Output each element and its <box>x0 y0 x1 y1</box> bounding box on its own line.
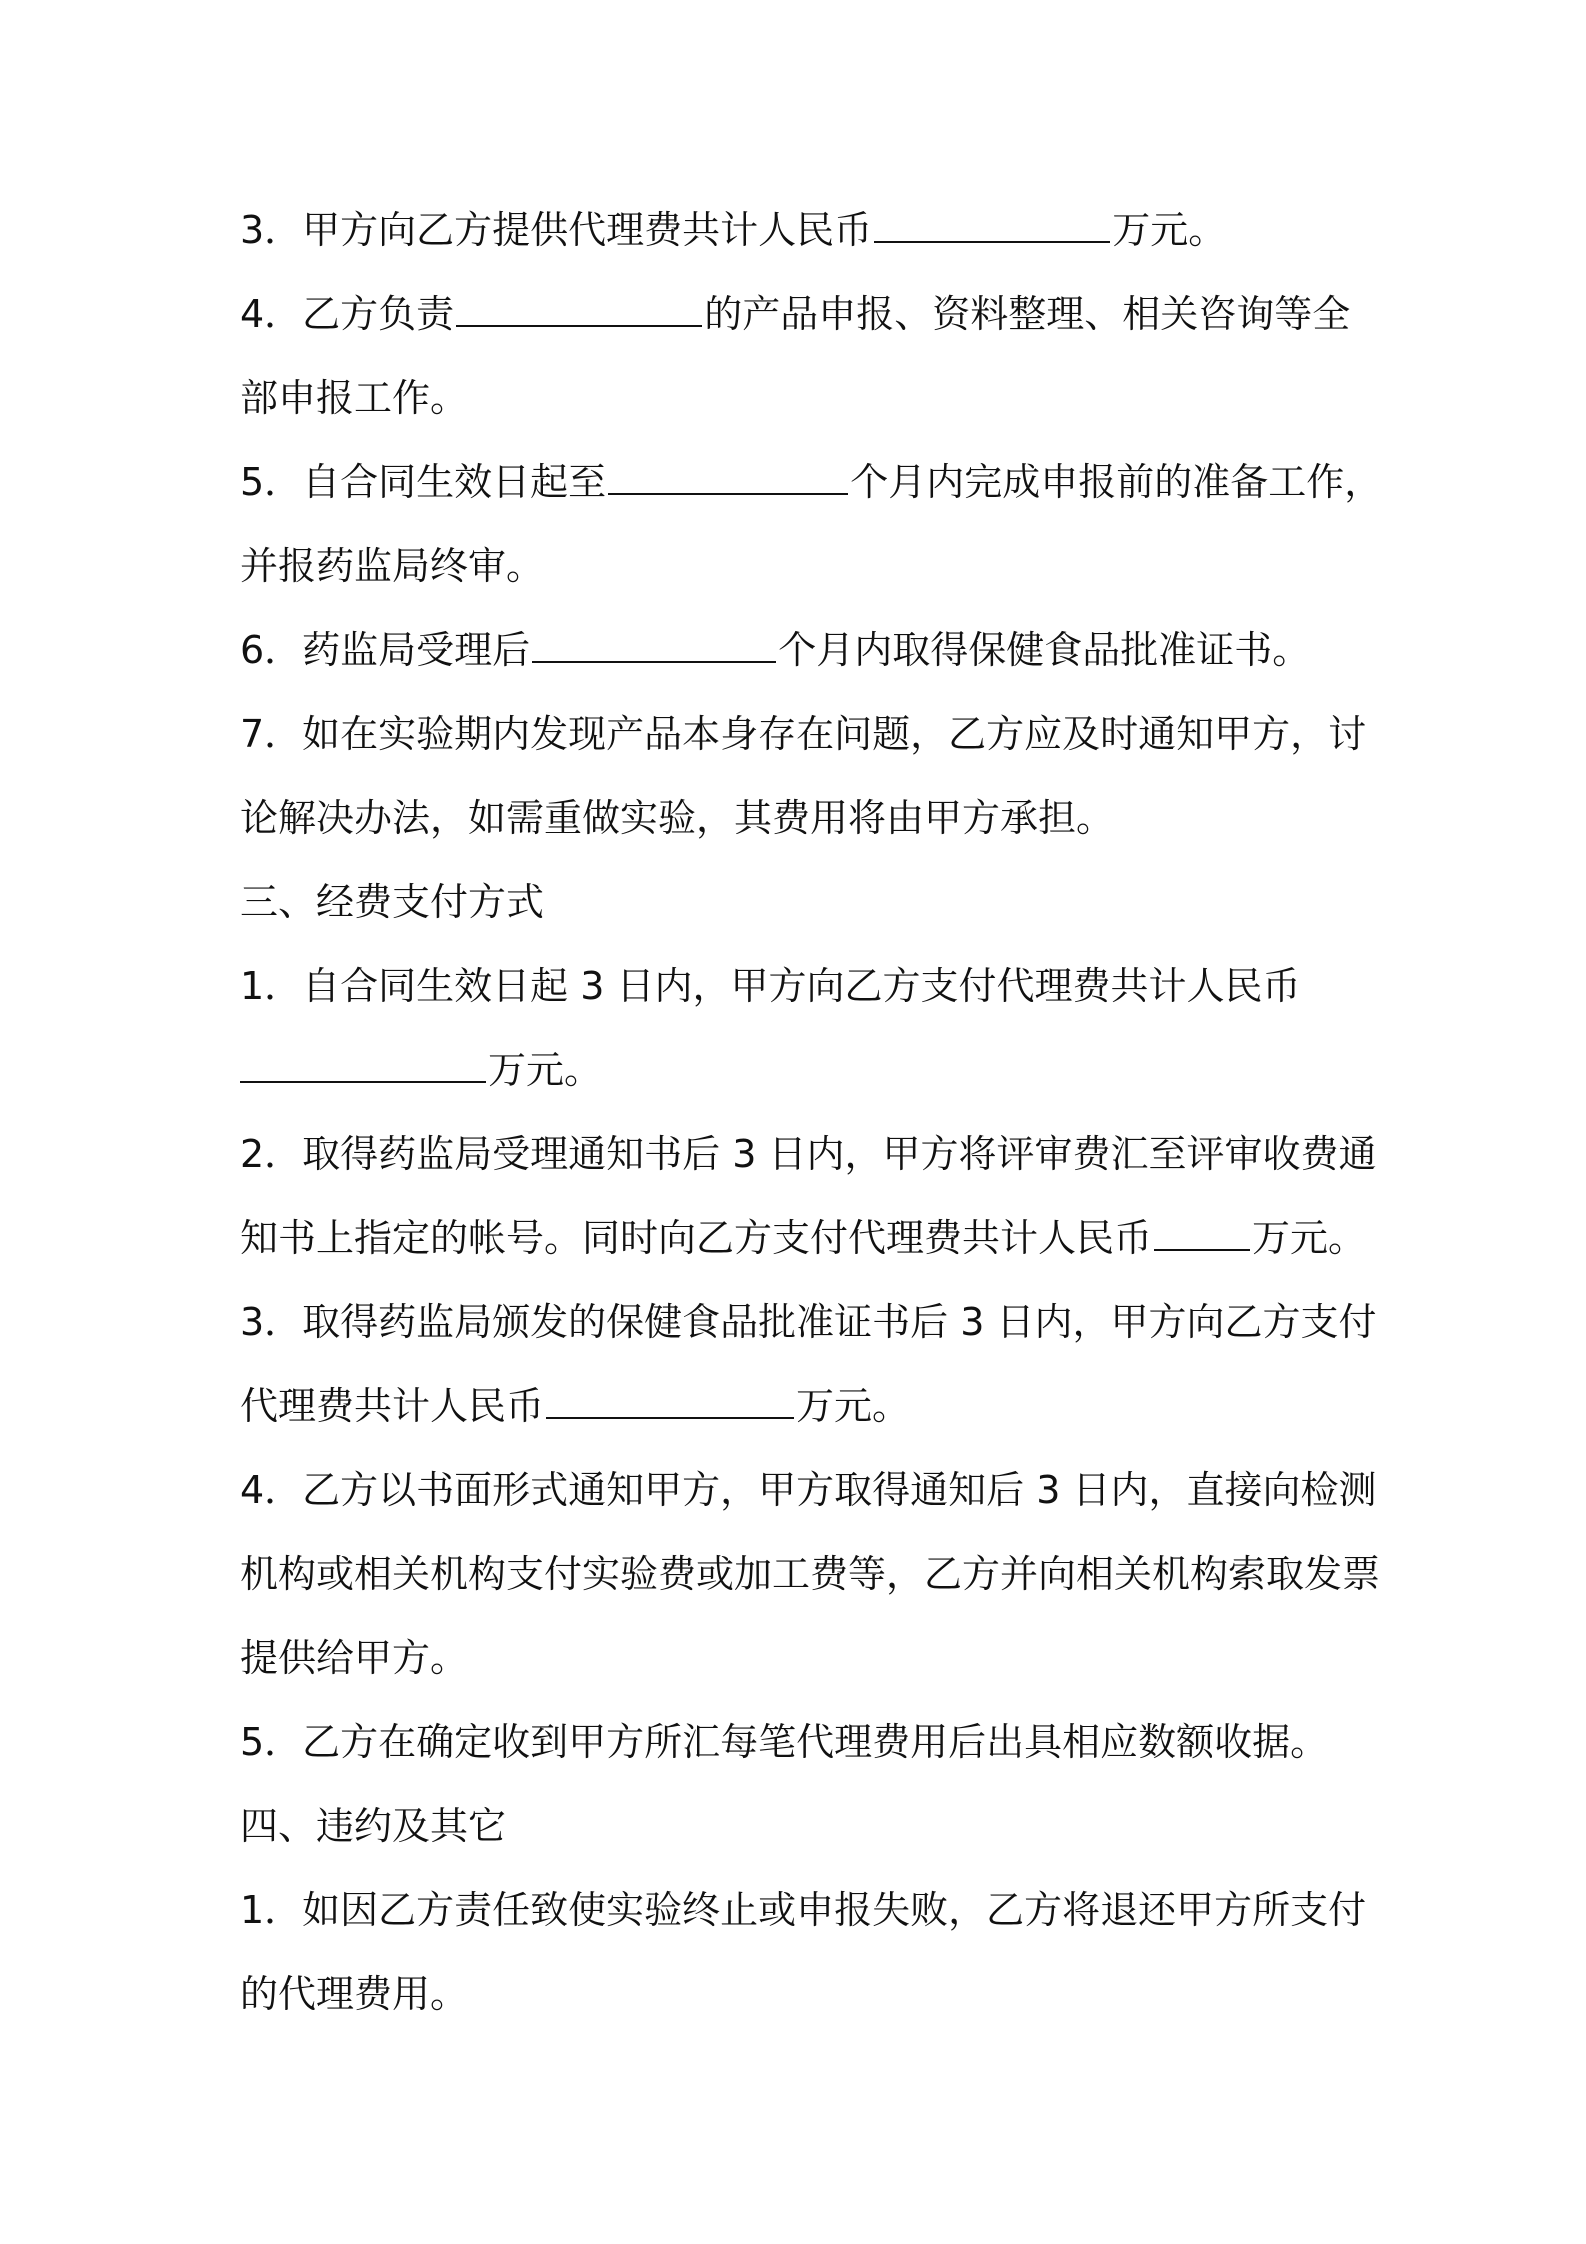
line-text: 的代理费用。 <box>240 1972 469 2016</box>
clause-4-scope <box>240 272 1350 356</box>
line-text: 个月内完成申报前的准备工作， <box>850 460 1383 504</box>
line-text: 的产品申报、资料整理、相关咨询等全 <box>704 292 1351 336</box>
line-text: 个月内取得保健食品批准证书。 <box>778 628 1311 672</box>
line-text: 万元。 <box>796 1384 911 1428</box>
line-text: 万元。 <box>488 1048 603 1092</box>
line-text: 1．如因乙方责任致使实验终止或申报失败，乙方将退还甲方所支付 <box>240 1888 1367 1932</box>
section-heading: 四、违约及其它 <box>240 1804 507 1848</box>
payment-1 <box>240 944 1301 1028</box>
payment-4-cont2 <box>240 1616 468 1700</box>
fill-blank[interactable] <box>546 1381 794 1419</box>
line-text: 代理费共计人民币 <box>240 1384 545 1428</box>
line-text: 4．乙方负责 <box>240 292 455 336</box>
line-text: 部申报工作。 <box>240 376 469 420</box>
section-heading-payment <box>240 860 544 944</box>
fill-blank[interactable] <box>874 205 1110 243</box>
line-text: 1．自合同生效日起 3 日内，甲方向乙方支付代理费共计人民币 <box>240 964 1301 1008</box>
line-text: 3．甲方向乙方提供代理费共计人民币 <box>240 208 873 252</box>
line-text: 2．取得药监局受理通知书后 3 日内，甲方将评审费汇至评审收费通 <box>240 1132 1377 1176</box>
payment-5 <box>240 1700 1328 1784</box>
line-text: 机构或相关机构支付实验费或加工费等，乙方并向相关机构索取发票 <box>240 1552 1381 1596</box>
document-page <box>240 0 1383 2244</box>
payment-1-cont <box>240 1028 602 1112</box>
line-text: 5．乙方在确定收到甲方所汇每笔代理费用后出具相应数额收据。 <box>240 1720 1329 1764</box>
line-text: 论解决办法，如需重做实验，其费用将由甲方承担。 <box>240 796 1115 840</box>
breach-1-cont <box>240 1952 468 2036</box>
line-text: 3．取得药监局颁发的保健食品批准证书后 3 日内，甲方向乙方支付 <box>240 1300 1377 1344</box>
payment-4-cont <box>240 1532 1380 1616</box>
line-text: 6．药监局受理后 <box>240 628 531 672</box>
payment-4 <box>240 1448 1377 1532</box>
clause-6-certificate <box>240 608 1310 692</box>
fill-blank[interactable] <box>1154 1213 1250 1251</box>
payment-2 <box>240 1112 1377 1196</box>
clause-7-issues <box>240 692 1366 776</box>
clause-4-scope-cont <box>240 356 468 440</box>
section-heading-breach <box>240 1784 506 1868</box>
line-text: 并报药监局终审。 <box>240 544 545 588</box>
line-text: 提供给甲方。 <box>240 1636 469 1680</box>
clause-3-fee <box>240 188 1226 272</box>
fill-blank[interactable] <box>532 625 776 663</box>
breach-1 <box>240 1868 1366 1952</box>
payment-3 <box>240 1280 1377 1364</box>
payment-2-cont <box>240 1196 1366 1280</box>
fill-blank[interactable] <box>456 289 702 327</box>
payment-3-cont <box>240 1364 910 1448</box>
line-text: 万元。 <box>1252 1216 1367 1260</box>
line-text: 7．如在实验期内发现产品本身存在问题，乙方应及时通知甲方，讨 <box>240 712 1367 756</box>
clause-5-prep <box>240 440 1382 524</box>
line-text: 万元。 <box>1112 208 1227 252</box>
line-text: 5．自合同生效日起至 <box>240 460 607 504</box>
clause-5-prep-cont <box>240 524 544 608</box>
fill-blank[interactable] <box>608 457 848 495</box>
line-text: 4．乙方以书面形式通知甲方，甲方取得通知后 3 日内，直接向检测 <box>240 1468 1377 1512</box>
fill-blank[interactable] <box>240 1045 486 1083</box>
line-text: 知书上指定的帐号。同时向乙方支付代理费共计人民币 <box>240 1216 1153 1260</box>
clause-7-issues-cont <box>240 776 1114 860</box>
section-heading: 三、经费支付方式 <box>240 880 545 924</box>
